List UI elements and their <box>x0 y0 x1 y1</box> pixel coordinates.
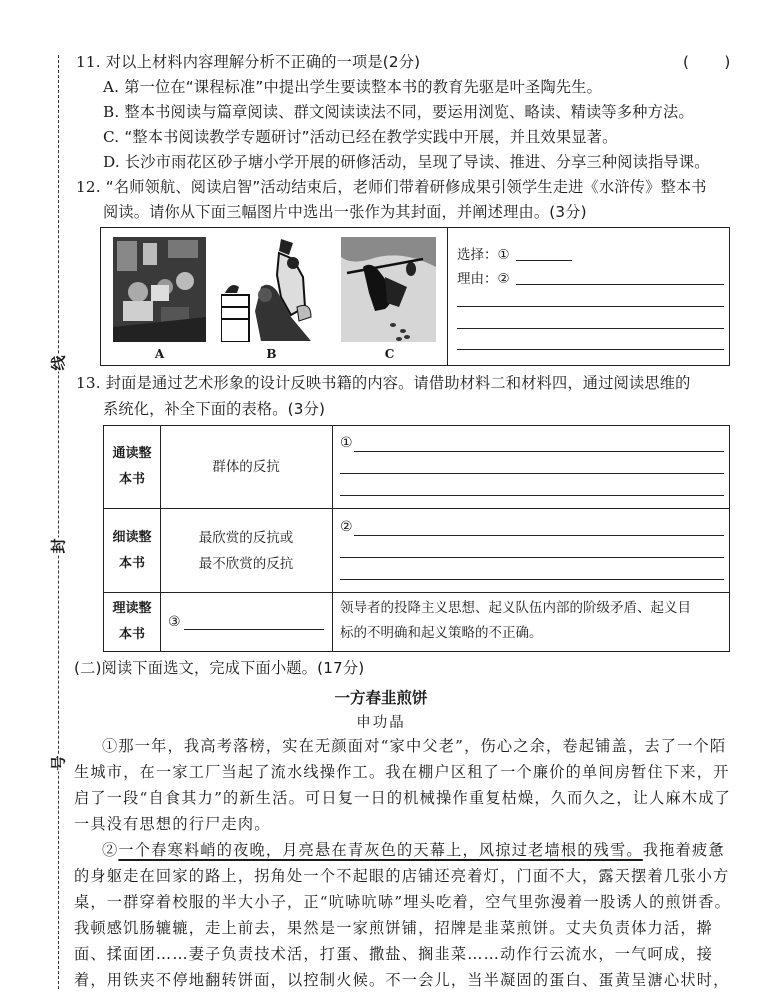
paragraph-1-line-1: ①那一年，我高考落榜，实在无颜面对“家中父老”，伤心之余，卷起铺盖，去了一个陌 <box>102 737 727 755</box>
table-row-2-blank-2[interactable] <box>340 557 724 558</box>
option-text: 长沙市雨花区砂子塘小学开展的研修活动，呈现了导读、推进、分享三种阅读指导课。 <box>124 153 710 171</box>
table-row-3-content <box>340 596 691 646</box>
answer-bracket[interactable]: ( ) <box>683 53 731 71</box>
question-12-line2: 阅读。请你从下面三幅图片中选出一张作为其封面，并阐述理由。(3分) <box>103 203 587 221</box>
table-row-3-blank[interactable] <box>184 629 324 630</box>
picture-b <box>221 237 314 342</box>
question-11 <box>76 50 420 75</box>
question-stem: 对以上材料内容理解分析不正确的一项是(2分) <box>105 53 421 71</box>
margin-label-seal: 封 <box>49 538 68 554</box>
option-label: B. <box>103 103 120 121</box>
paragraph-1-line-2: 生城市，在一家工厂当起了流水线操作工。我在棚户区租了一个廉价的单间房暂住下来，开 <box>74 763 730 781</box>
stage-line: 本书 <box>118 472 145 487</box>
paragraph-marker: ② <box>102 841 119 859</box>
table-row-1-marker: ① <box>340 435 353 451</box>
table-row-2-blank-3[interactable] <box>340 579 724 580</box>
paragraph-2-line-3: 桌，一群穿着校服的半大小子，正“吭哧吭哧”埋头吃着，空气里弥漫着一股诱人的煎饼香。 <box>74 893 732 911</box>
question-13 <box>76 371 691 396</box>
table-row-3-marker: ③ <box>168 614 181 630</box>
choice-answer-blank[interactable] <box>516 260 572 261</box>
option-d <box>103 150 710 175</box>
table-row-divider <box>104 508 729 509</box>
table-row-1-stage <box>104 441 160 493</box>
table-row-1-focus: 群体的反抗 <box>212 459 280 475</box>
reason-answer-blank-1[interactable] <box>516 284 724 285</box>
table-row-2-blank-1[interactable] <box>354 535 724 536</box>
table-row-1-blank-2[interactable] <box>340 473 724 474</box>
option-text: 整本书阅读与篇章阅读、群文阅读读法不同，要运用浏览、略读、精读等多种方法。 <box>124 103 694 121</box>
option-b <box>103 100 694 125</box>
question-number: 12. <box>76 178 101 196</box>
question-number: 11. <box>76 53 101 71</box>
cover-choice-box <box>100 227 730 366</box>
table-row-divider <box>104 592 729 593</box>
table-row-1-blank-1[interactable] <box>354 451 724 452</box>
underlined-sentence: 一个春寒料峭的夜晚，月亮悬在青灰色的天幕上，风掠过老墙根的残雪。 <box>118 841 643 859</box>
paragraph-2-line-6: 着，用铁夹不停地翻转饼面，以控制火候。不一会儿，当半凝固的蛋白、蛋黄呈溏心状时， <box>74 971 730 989</box>
box-divider <box>447 228 448 365</box>
binding-dashed-line <box>58 55 59 989</box>
option-label: D. <box>103 153 120 171</box>
table-row-2-focus <box>160 525 332 577</box>
table-row-2-stage <box>104 525 160 577</box>
question-stem: 封面是通过艺术形象的设计反映书籍的内容。请借助材料二和材料四，通过阅读思维的 <box>105 374 691 392</box>
focus-line: 最不欣赏的反抗 <box>198 556 294 572</box>
paragraph-2-line-4: 我顿感饥肠辘辘，走上前去，果然是一家煎饼铺，招牌是韭菜煎饼。丈夫负责体力活，擀 <box>74 919 714 937</box>
table-row-2-marker: ② <box>340 519 353 535</box>
choice-label: 选择：① <box>457 247 510 263</box>
stage-line: 本书 <box>118 556 145 571</box>
picture-b-label: B <box>266 347 277 361</box>
paragraph-1-line-4: 一具没有思想的行尸走肉。 <box>74 815 271 833</box>
paragraph-1-line-3: 启了一段“自食其力”的新生活。可日复一日的机械操作重复枯燥，久而久之，让人麻木成了 <box>74 789 732 807</box>
table-col-divider <box>332 426 333 651</box>
option-c <box>103 125 618 150</box>
paragraph-2-line-2: 的身躯走在回家的路上，拐角处一个不起眼的店铺还亮着灯，门面不大，露天摆着几张小方 <box>74 867 730 885</box>
picture-c-label: C <box>384 347 395 361</box>
paragraph-2-line-1 <box>102 838 725 863</box>
content-line: 领导者的投降主义思想、起义队伍内部的阶级矛盾、起义目 <box>340 600 691 616</box>
section-heading: (二)阅读下面选文，完成下面小题。(17分) <box>74 659 365 677</box>
question-stem: “名师领航、阅读启智”活动结束后，老师们带着研修成果引领学生走进《水浒传》整本书 <box>105 178 707 196</box>
picture-c <box>341 237 434 342</box>
table-row-1-blank-3[interactable] <box>340 495 724 496</box>
question-13-line2: 系统化，补全下面的表格。(3分) <box>103 400 326 418</box>
option-text: 第一位在“课程标准”中提出学生要读整本书的教育先驱是叶圣陶先生。 <box>124 78 602 96</box>
picture-a-label: A <box>154 347 165 361</box>
reading-table <box>103 425 730 652</box>
stage-line: 通读整 <box>112 446 152 461</box>
paragraph-text: 我拖着疲惫 <box>642 841 725 859</box>
passage-author: 申功晶 <box>356 715 406 731</box>
stage-line: 细读整 <box>112 530 152 545</box>
table-row-3-stage <box>104 596 160 648</box>
option-label: A. <box>103 78 120 96</box>
stage-line: 理读整 <box>112 601 152 616</box>
reason-answer-blank-4[interactable] <box>457 349 724 350</box>
focus-line: 最欣赏的反抗或 <box>198 530 294 546</box>
option-a <box>103 75 602 100</box>
paragraph-2-line-5: 面、揉面团……妻子负责技术活，打蛋、撒盐、搁韭菜……动作行云流水，一气呵成，接 <box>74 945 714 963</box>
picture-a <box>113 237 206 342</box>
stage-line: 本书 <box>118 627 145 642</box>
question-number: 13. <box>76 374 101 392</box>
margin-label-number: 号 <box>49 755 68 771</box>
option-text: “整本书阅读教学专题研讨”活动已经在教学实践中开展，并且效果显著。 <box>124 128 618 146</box>
reason-label: 理由：② <box>457 271 510 287</box>
option-label: C. <box>103 128 120 146</box>
question-12 <box>76 175 707 200</box>
content-line: 标的不明确和起义策略的不正确。 <box>340 625 543 641</box>
margin-label-line: 线 <box>49 355 68 371</box>
reason-answer-blank-2[interactable] <box>457 306 724 307</box>
reason-answer-blank-3[interactable] <box>457 328 724 329</box>
passage-title: 一方春韭煎饼 <box>334 689 428 707</box>
